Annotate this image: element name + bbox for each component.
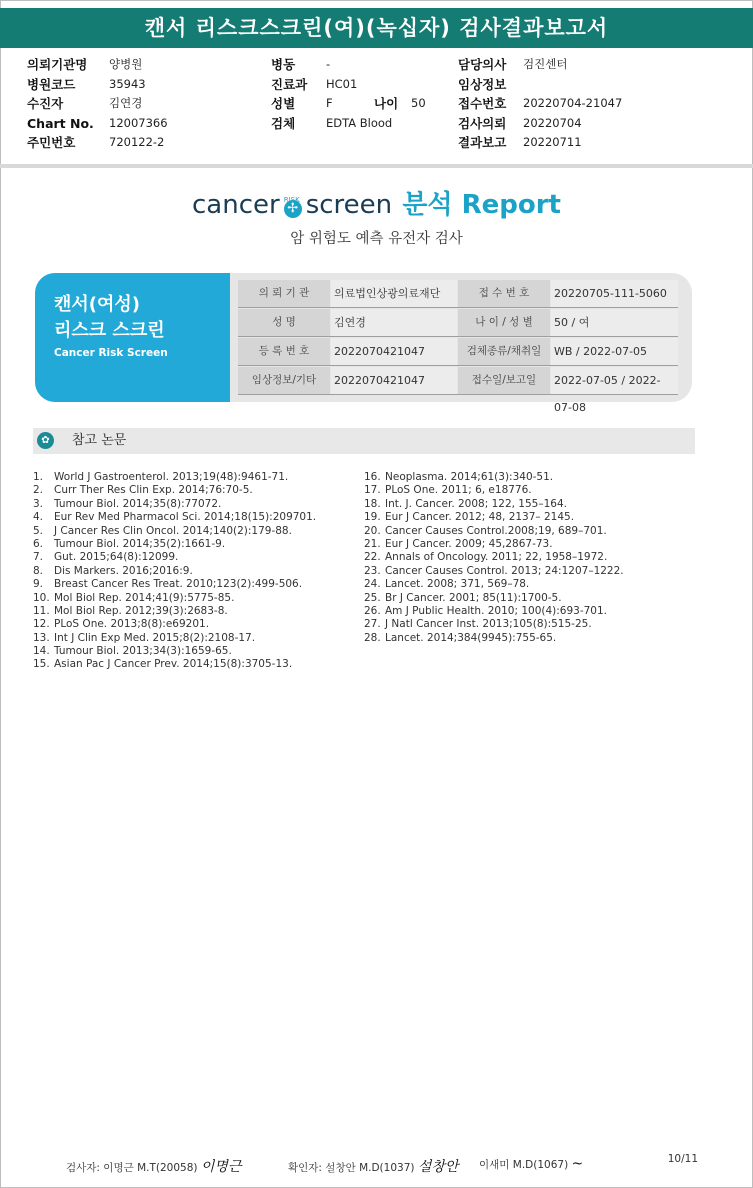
info-label: 검체 [271,115,296,131]
info-label: 병동 [271,57,296,72]
reference-text: Tumour Biol. 2013;34(3):1659-65. [54,645,232,658]
info-value: 양병원 [109,57,143,71]
reference-text: Eur J Cancer. 2012; 48, 2137– 2145. [385,511,575,524]
reference-number: 12. [33,618,50,631]
reference-number: 2. [33,484,44,497]
info-value: HC01 [326,76,358,91]
reference-text: J Cancer Res Clin Oncol. 2014;140(2):179-88. [54,524,292,537]
reference-number: 13. [33,631,50,644]
info-label: 검사의뢰 [458,115,507,131]
reference-item [364,632,624,645]
reference-item [33,618,316,631]
label-institution: 의 뢰 기 관 [238,280,330,307]
reference-text: PLoS One. 2013;8(8):e69201. [54,618,210,631]
tester-label: 검사자: 이명근 M.T(20058) [66,1162,198,1174]
page-number: 10/11 [667,1153,698,1165]
reference-item [33,578,316,591]
row-divider [238,307,678,308]
reference-text: Mol Biol Rep. 2012;39(3):2683-8. [54,604,228,617]
logo-screen-text: screen [305,190,393,220]
reference-text: J Natl Cancer Inst. 2013;105(8):515-25. [385,618,592,631]
reference-item [364,498,624,511]
row-divider [238,365,678,366]
reference-number: 24. [364,578,381,591]
label-registration-no: 등 록 번 호 [238,338,330,365]
reference-text: Lancet. 2014;384(9945):755-65. [385,631,557,644]
logo-risk-text: RISK [283,196,300,204]
info-column-3 [458,55,718,153]
info-row-receipt-no [458,94,718,114]
info-label: 진료과 [271,76,308,92]
reference-number: 28. [364,631,381,644]
info-value: 720122-2 [109,135,165,149]
report-subtitle: 암 위험도 예측 유전자 검사 [290,231,463,247]
info-label: 담당의사 [458,57,507,72]
dna-icon: ✢ [284,200,302,218]
info-value: 12007366 [109,115,168,130]
info-row-clinical-info [458,75,718,95]
info-value: 검진센터 [523,57,568,71]
reference-item [33,538,316,551]
reference-number: 6. [33,537,44,550]
info-row-chart-no [27,114,247,134]
third-signature-mark: ~ [571,1156,584,1172]
reference-number: 18. [364,497,381,510]
report-title: 캔서 리스크스크린(여)(녹십자) 검사결과보고서 [0,8,753,48]
reference-number: 22. [364,551,381,564]
label-clinical-info: 임상정보/기타 [238,367,330,394]
age-label: 나이 [374,96,399,111]
age-value: 50 [411,96,426,110]
info-row-specimen [271,114,451,134]
reference-number: 7. [33,551,44,564]
reference-text: Gut. 2015;64(8):12099. [54,551,179,564]
confirmer-signature [288,1156,458,1176]
reference-text: Breast Cancer Res Treat. 2010;123(2):499-506. [54,578,303,591]
info-value: 김연경 [109,96,143,110]
reference-number: 1. [33,471,44,483]
product-title-line2: 리스크 스크린 [54,320,165,341]
reference-text: Neoplasma. 2014;61(3):340-51. [385,471,554,483]
value-age-sex: 50 / 여 [551,309,678,336]
info-column-2 [271,55,451,133]
reference-text: PLoS One. 2011; 6, e18776. [385,484,532,497]
info-row-id-number [27,133,247,153]
references-section-header [33,428,695,454]
reference-text: Int J Clin Exp Med. 2015;8(2):2108-17. [54,631,256,644]
confirmer-label: 확인자: 설창안 M.D(1037) [288,1162,415,1174]
reference-text: Tumour Biol. 2014;35(8):77072. [54,497,222,510]
reference-number: 4. [33,511,44,524]
reference-item [364,471,624,484]
value-institution: 의료법인상광의료재단 [331,280,457,307]
reference-item [364,484,624,497]
section-title: 참고 논문 [72,433,127,448]
reference-number: 23. [364,564,381,577]
row-divider [238,394,678,395]
info-label: 수진자 [27,96,64,111]
reference-text: Int. J. Cancer. 2008; 122, 155–164. [385,497,567,510]
info-label: 의뢰기관명 [27,57,88,72]
reference-number: 5. [33,524,44,537]
reference-number: 25. [364,591,381,604]
logo-report-text: 분석 Report [402,190,561,220]
confirmer-signature-mark: 설창안 [417,1159,459,1175]
signature-footer [0,1150,753,1180]
reference-number: 15. [33,658,50,671]
reference-item [33,632,316,645]
reference-number: 17. [364,484,381,497]
info-row-report-date [458,133,718,153]
label-age-sex: 나 이 / 성 별 [458,309,550,336]
info-row-department [271,75,451,95]
reference-number: 20. [364,524,381,537]
reference-text: Mol Biol Rep. 2014;41(9):5775-85. [54,591,235,604]
third-label: 이새미 M.D(1067) [479,1159,569,1171]
reference-item [33,525,316,538]
reference-text: Eur Rev Med Pharmacol Sci. 2014;18(15):209701. [54,511,317,524]
reference-text: Br J Cancer. 2001; 85(11):1700-5. [385,591,562,604]
reference-text: Eur J Cancer. 2009; 45,2867-73. [385,537,553,550]
info-label: Chart No. [27,115,94,131]
third-signature [479,1156,583,1172]
header-separator [0,164,753,168]
info-row-patient [27,94,247,114]
reference-item [364,618,624,631]
info-value: - [326,57,331,71]
reference-item [33,484,316,497]
value-registration-no: 2022070421047 [331,338,457,365]
logo-mark [280,198,306,218]
reference-item [33,498,316,511]
brain-icon: ✿ [37,432,54,449]
label-name: 성 명 [238,309,330,336]
logo-cancer-text: cancer [192,190,280,220]
info-label: 결과보고 [458,135,507,150]
info-label: 임상정보 [458,76,507,92]
info-label: 성별 [271,96,296,111]
reference-number: 26. [364,604,381,617]
reference-number: 16. [364,471,381,483]
reference-number: 11. [33,604,50,617]
references-right-column [364,471,624,645]
reference-number: 3. [33,497,44,510]
reference-text: Asian Pac J Cancer Prev. 2014;15(8):3705-13. [54,658,293,671]
info-row-sex-age [271,94,451,114]
info-value: 20220704-21047 [523,96,623,110]
label-receipt-no: 접 수 번 호 [458,280,550,307]
info-row-hospital-code [27,75,247,95]
reference-item [33,605,316,618]
reference-text: Curr Ther Res Clin Exp. 2014;76:70-5. [54,484,253,497]
reference-item [33,658,316,671]
reference-item [364,605,624,618]
reference-text: Cancer Causes Control.2008;19, 689–701. [385,524,607,537]
reference-item [364,511,624,524]
reference-text: Annals of Oncology. 2011; 22, 1958–1972. [385,551,608,564]
patient-summary-panel [35,273,692,414]
reference-item [33,471,316,484]
reference-item [33,511,316,524]
info-row-doctor [458,55,718,75]
reference-item [364,592,624,605]
reference-item [364,538,624,551]
reference-item [33,551,316,564]
references-left-column [33,471,316,672]
info-value: 20220711 [523,135,582,149]
info-row-request-date [458,114,718,134]
reference-text: Cancer Causes Control. 2013; 24:1207–1222. [385,564,624,577]
reference-text: Dis Markers. 2016;2016:9. [54,564,193,577]
reference-text: Tumour Biol. 2014;35(2):1661-9. [54,537,226,550]
reference-item [364,578,624,591]
info-value: EDTA Blood [326,115,393,130]
reference-number: 14. [33,645,50,658]
row-divider [238,336,678,337]
value-receipt-no: 20220705-111-5060 [551,280,678,307]
tester-signature-mark: 이명근 [200,1159,242,1175]
reference-number: 21. [364,537,381,550]
reference-number: 10. [33,591,50,604]
reference-item [33,645,316,658]
info-value: 35943 [109,76,146,91]
patient-info-header [0,55,753,160]
reference-number: 8. [33,564,44,577]
reference-number: 27. [364,618,381,631]
value-name: 김연경 [331,309,457,336]
reference-item [33,565,316,578]
reference-number: 19. [364,511,381,524]
info-row-institution [27,55,247,75]
info-label: 병원코드 [27,76,76,92]
reference-item [364,565,624,578]
product-badge [35,273,230,402]
value-specimen-date: WB / 2022-07-05 [551,338,678,365]
reference-text: Lancet. 2008; 371, 569–78. [385,578,530,591]
info-column-1 [27,55,247,153]
tester-signature [66,1156,241,1176]
value-receipt-report-date: 2022-07-05 / 2022-07-08 [551,367,678,394]
product-subtitle: Cancer Risk Screen [54,347,168,359]
reference-text: Am J Public Health. 2010; 100(4):693-701. [385,604,608,617]
reference-item [33,592,316,605]
cancer-screen-logo [0,184,753,224]
label-receipt-report-date: 접수일/보고일 [458,367,550,394]
info-value: F [326,96,333,110]
reference-item [364,551,624,564]
reference-text: World J Gastroenterol. 2013;19(48):9461-71. [54,471,289,483]
info-label: 접수번호 [458,96,507,111]
product-title-line1: 캔서(여성) [54,294,141,315]
reference-number: 9. [33,578,44,591]
label-specimen-date: 검체종류/채취일 [458,338,550,365]
info-label: 주민번호 [27,135,76,150]
reference-item [364,525,624,538]
info-value: 20220704 [523,115,582,130]
info-row-ward [271,55,451,75]
value-clinical-info: 2022070421047 [331,367,457,394]
